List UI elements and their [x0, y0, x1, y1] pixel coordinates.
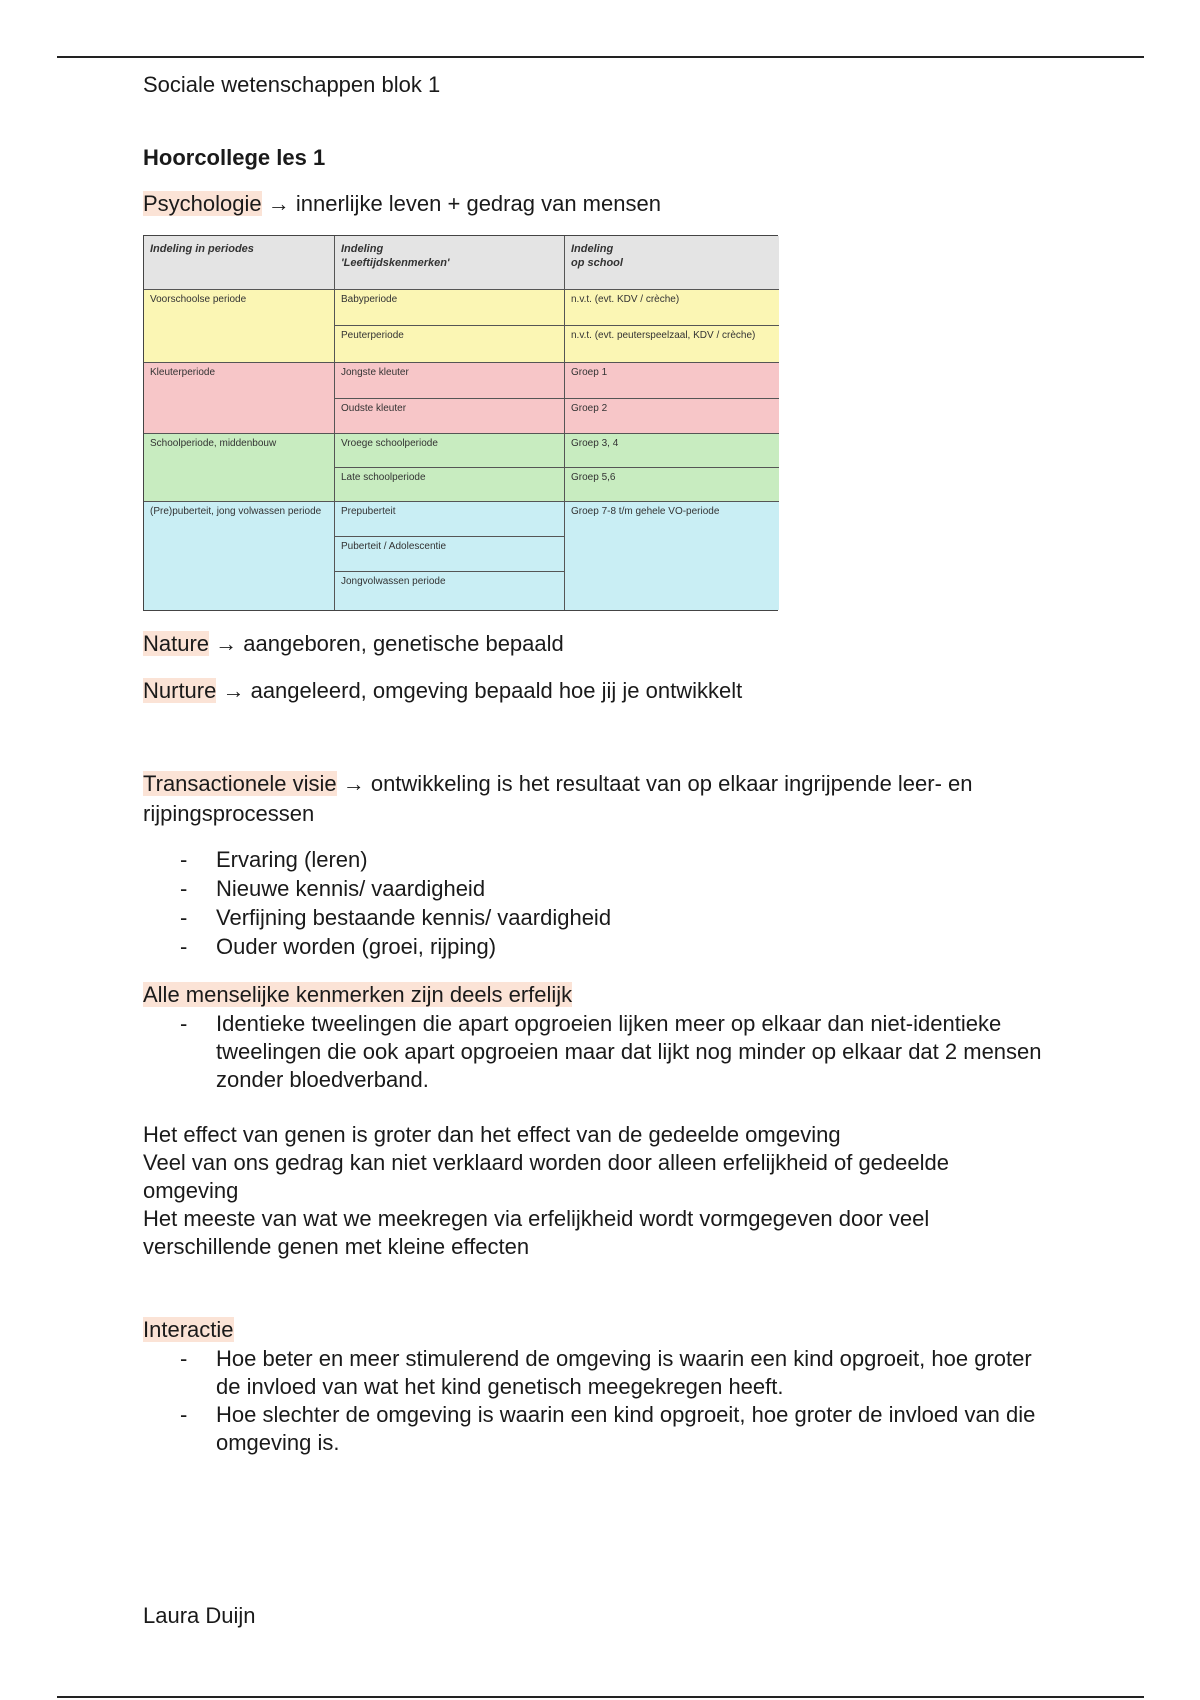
table-cell: Jongste kleuter: [335, 363, 565, 399]
table-cell: Kleuterperiode: [144, 363, 335, 434]
paragraph-line: Het effect van genen is groter dan het effect van de gedeelde omgeving: [143, 1122, 841, 1147]
nurture-term: Nurture: [143, 678, 217, 703]
erfelijk-list: [143, 1010, 1046, 1094]
psychologie-definition: → innerlijke leven + gedrag van mensen: [261, 191, 661, 216]
table-header-leeftijd: Indeling 'Leeftijdskenmerken': [335, 236, 565, 290]
paragraph-line: Het meeste van wat we meekregen via erfelijkheid wordt vormgegeven door veel: [143, 1206, 930, 1231]
table-cell: Groep 5,6: [565, 468, 779, 502]
table-cell: Babyperiode: [335, 290, 565, 326]
table-cell: Peuterperiode: [335, 326, 565, 363]
transactioneel-definition: → ontwikkeling is het resultaat van op elkaar ingrijpende leer- en: [336, 771, 973, 796]
psychologie-term: Psychologie: [143, 191, 262, 216]
table-cell: Groep 2: [565, 399, 779, 434]
author-name: Laura Duijn: [143, 1603, 256, 1628]
list-item: - Ervaring (leren): [180, 847, 368, 872]
table-cell: Vroege schoolperiode: [335, 434, 565, 468]
interactie-term: Interactie: [143, 1317, 234, 1342]
paragraph-line: omgeving: [143, 1178, 239, 1203]
table-cell: n.v.t. (evt. peuterspeelzaal, KDV / crèche): [565, 326, 779, 363]
table-cell: Groep 7-8 t/m gehele VO-periode: [565, 502, 779, 610]
table-cell: Jongvolwassen periode: [335, 572, 565, 610]
list-item: - Ouder worden (groei, rijping): [180, 934, 497, 959]
erfelijk-line: [143, 981, 572, 1009]
lecture-heading: Hoorcollege les 1: [143, 145, 326, 170]
list-item: - Verfijning bestaande kennis/ vaardigheid: [180, 905, 612, 930]
genes-paragraph: [143, 1121, 949, 1261]
paragraph-line: Veel van ons gedrag kan niet verklaard worden door alleen erfelijkheid of gedeelde: [143, 1150, 949, 1175]
transactioneel-term: Transactionele visie: [143, 771, 337, 796]
transactioneel-line: [143, 770, 973, 798]
erfelijk-term: Alle menselijke kenmerken zijn deels erfelijk: [143, 982, 573, 1007]
list-item: - Nieuwe kennis/ vaardigheid: [180, 876, 486, 901]
list-item: - Identieke tweelingen die apart opgroeien lijken meer op elkaar dan niet-identieke tweelingen die ook apart opgroeien maar dat lijkt nog minder op elkaar dat 2 mensen zonder bloedverband.: [180, 1011, 1042, 1092]
table-cell: Groep 3, 4: [565, 434, 779, 468]
table-cell: Schoolperiode, middenbouw: [144, 434, 335, 502]
paragraph-line: verschillende genen met kleine effecten: [143, 1234, 530, 1259]
table-header-periodes: Indeling in periodes: [144, 236, 335, 290]
transactioneel-list: [143, 846, 611, 961]
course-title: Sociale wetenschappen blok 1: [143, 72, 441, 97]
nurture-definition: → aangeleerd, omgeving bepaald hoe jij je ontwikkelt: [216, 678, 743, 703]
nature-line: [143, 630, 564, 658]
footer-rule: [57, 1696, 1144, 1698]
psychologie-line: [143, 190, 661, 218]
interactie-list: [143, 1345, 1046, 1457]
table-cell: Puberteit / Adolescentie: [335, 537, 565, 572]
nature-definition: → aangeboren, genetische bepaald: [209, 631, 564, 656]
table-header-school: Indeling op school: [565, 236, 779, 290]
table-cell: Prepuberteit: [335, 502, 565, 537]
table-cell: Voorschoolse periode: [144, 290, 335, 363]
table-cell: Late schoolperiode: [335, 468, 565, 502]
table-cell: Groep 1: [565, 363, 779, 399]
transactioneel-continuation: rijpingsprocessen: [143, 801, 315, 826]
list-item: - Hoe slechter de omgeving is waarin een kind opgroeit, hoe groter de invloed van die omgeving is.: [180, 1402, 1036, 1455]
nature-term: Nature: [143, 631, 210, 656]
header-rule: [57, 56, 1144, 58]
nurture-line: [143, 677, 742, 705]
table-cell: (Pre)puberteit, jong volwassen periode: [144, 502, 335, 610]
periods-table: [143, 235, 778, 611]
table-cell: n.v.t. (evt. KDV / crèche): [565, 290, 779, 326]
table-cell: Oudste kleuter: [335, 399, 565, 434]
interactie-line: [143, 1316, 234, 1344]
list-item: - Hoe beter en meer stimulerend de omgeving is waarin een kind opgroeit, hoe groter de invloed van wat het kind genetisch meegekregen heeft.: [180, 1346, 1032, 1399]
